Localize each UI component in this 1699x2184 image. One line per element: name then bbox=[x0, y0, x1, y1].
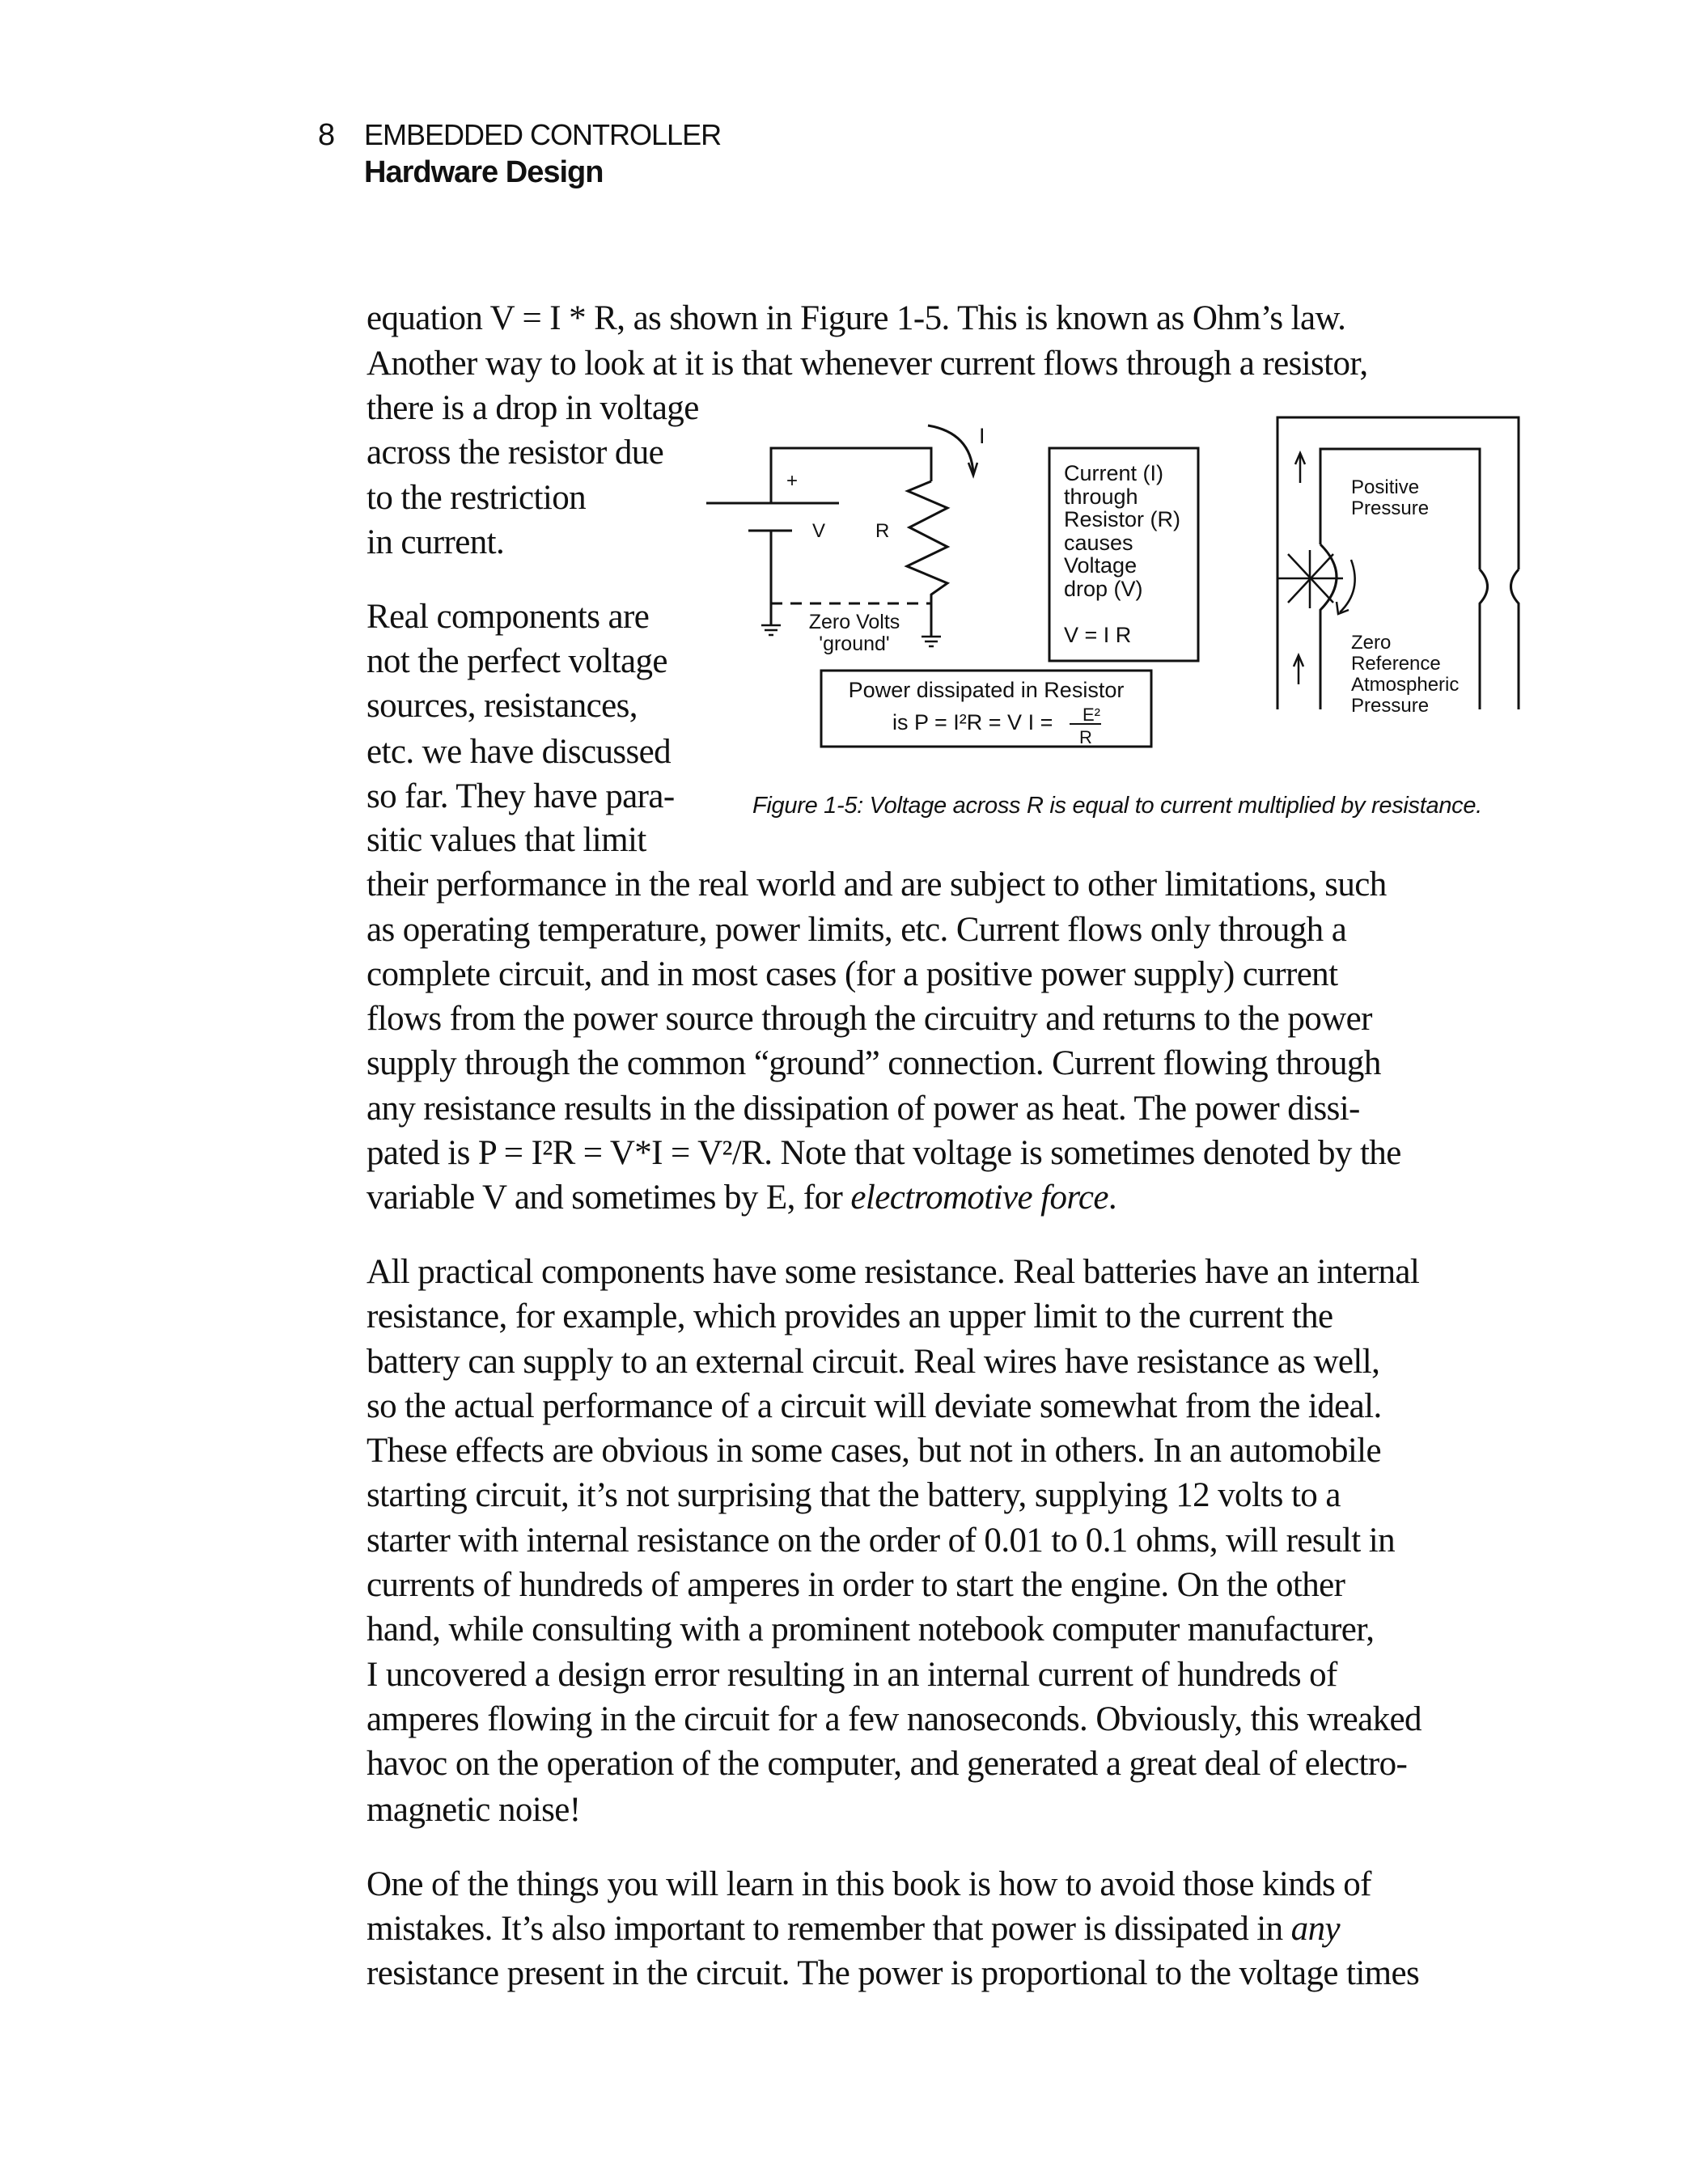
circuit-diagram bbox=[706, 424, 985, 655]
positive-pressure-label: Pressure bbox=[1351, 497, 1430, 519]
rotation-arrow-icon bbox=[1340, 560, 1355, 612]
text-segment: havoc on the operation of the computer, and generated a great deal of electro- bbox=[366, 1745, 1408, 1784]
explanation-line: Resistor (R) bbox=[1064, 507, 1181, 531]
page-number: 8 bbox=[318, 118, 336, 152]
inner-pipe bbox=[1480, 569, 1488, 709]
text-segment: Another way to look at it is that whenever current flows through a resistor, bbox=[366, 344, 1368, 383]
pressure-analogy-diagram bbox=[1277, 417, 1519, 717]
italic-text: any bbox=[1290, 1910, 1340, 1949]
zero-reference-label: Atmospheric bbox=[1351, 674, 1460, 696]
text-segment: Real components are bbox=[366, 597, 650, 636]
explanation-line: drop (V) bbox=[1064, 577, 1143, 601]
ground-label: 'ground' bbox=[819, 633, 890, 655]
flow-arrow-up-icon bbox=[1295, 453, 1305, 483]
text-segment: flows from the power source through the circuitry and returns to the power bbox=[366, 1000, 1372, 1039]
power-fraction-numerator: E² bbox=[1083, 705, 1100, 725]
flow-arrow-up-icon bbox=[1294, 655, 1303, 684]
italic-text: electromotive force bbox=[850, 1179, 1108, 1217]
figure-caption: Figure 1-5: Voltage across R is equal to current multiplied by resistance. bbox=[752, 793, 1482, 819]
outer-pipe bbox=[1511, 569, 1519, 709]
text-segment: not the perfect voltage bbox=[366, 641, 667, 680]
positive-pressure-label: Positive bbox=[1351, 476, 1420, 498]
ground-label: Zero Volts bbox=[808, 611, 900, 633]
power-formula: is P = I²R = V I = bbox=[892, 710, 1053, 734]
text-segment: resistance, for example, which provides an upper limit to the current the bbox=[366, 1297, 1333, 1336]
text-segment: resistance present in the circuit. The power is proportional to the voltage times bbox=[366, 1954, 1420, 1993]
zero-reference-label: Zero bbox=[1351, 632, 1392, 654]
power-box bbox=[821, 671, 1151, 747]
explanation-box bbox=[1049, 448, 1198, 661]
explanation-line: through bbox=[1064, 485, 1138, 509]
text-segment: battery can supply to an external circuit. Real wires have resistance as well, bbox=[366, 1342, 1380, 1381]
ground-icon bbox=[922, 637, 941, 646]
text-segment: to the restriction bbox=[366, 478, 587, 517]
text-segment: across the resistor due bbox=[366, 434, 664, 472]
text-segment: any resistance results in the dissipation of power as heat. The power dissi- bbox=[366, 1089, 1360, 1128]
text-segment: These effects are obvious in some cases, but not in others. In an automobile bbox=[366, 1432, 1382, 1471]
plus-label: + bbox=[786, 470, 799, 492]
text-segment: All practical components have some resistance. Real batteries have an internal bbox=[366, 1252, 1420, 1291]
chapter-subtitle: Hardware Design bbox=[364, 155, 604, 189]
book-title: EMBEDDED CONTROLLER bbox=[364, 118, 722, 151]
explanation-line: Voltage bbox=[1064, 553, 1138, 578]
text-segment: supply through the common “ground” connection. Current flowing through bbox=[366, 1044, 1381, 1083]
ground-icon bbox=[761, 625, 781, 635]
explanation-line: Current (I) bbox=[1064, 461, 1164, 485]
text-segment: sources, resistances, bbox=[366, 687, 638, 726]
text-segment: equation V = I * R, as shown in Figure 1-5. This is known as Ohm’s law. bbox=[366, 299, 1346, 338]
text-segment: so the actual performance of a circuit will deviate somewhat from the ideal. bbox=[366, 1386, 1382, 1425]
text-segment: etc. we have discussed bbox=[366, 733, 672, 772]
text-segment: I uncovered a design error resulting in an internal current of hundreds of bbox=[366, 1655, 1337, 1694]
text-segment: complete circuit, and in most cases (for a positive power supply) current bbox=[366, 954, 1338, 993]
text-segment: variable V and sometimes by E, for bbox=[366, 1179, 851, 1217]
text-segment: hand, while consulting with a prominent notebook computer manufacturer, bbox=[366, 1610, 1375, 1649]
text-segment: as operating temperature, power limits, etc. Current flows only through a bbox=[366, 910, 1347, 949]
text-segment: amperes flowing in the circuit for a few nanoseconds. Obviously, this wreaked bbox=[366, 1699, 1421, 1738]
text-segment: magnetic noise! bbox=[366, 1791, 581, 1830]
text-segment: their performance in the real world and are subject to other limitations, such bbox=[366, 866, 1387, 904]
text-segment: sitic values that limit bbox=[366, 820, 646, 859]
resistance-label: R bbox=[875, 520, 890, 542]
inner-pipe bbox=[1320, 544, 1337, 709]
text-segment: in current. bbox=[366, 523, 505, 561]
fan-icon bbox=[1277, 550, 1343, 608]
text-segment: starting circuit, it’s not surprising that the battery, supplying 12 volts to a bbox=[366, 1476, 1341, 1515]
text-segment: there is a drop in voltage bbox=[366, 389, 699, 428]
resistor-icon bbox=[907, 481, 947, 637]
text-segment: so far. They have para- bbox=[366, 777, 675, 816]
text-segment: One of the things you will learn in this book is how to avoid those kinds of bbox=[366, 1864, 1371, 1903]
text-segment: mistakes. It’s also important to remember that power is dissipated in bbox=[366, 1910, 1291, 1949]
text-segment: . bbox=[1108, 1179, 1117, 1217]
text-segment: pated is P = I²R = V*I = V²/R. Note that voltage is sometimes denoted by the bbox=[366, 1134, 1401, 1173]
current-label: I bbox=[979, 424, 985, 448]
zero-reference-label: Pressure bbox=[1351, 695, 1430, 717]
text-segment: currents of hundreds of amperes in order to start the engine. On the other bbox=[366, 1566, 1345, 1604]
explanation-line: causes bbox=[1064, 531, 1133, 555]
current-arrow-icon bbox=[928, 425, 973, 473]
ohms-law-formula: V = I R bbox=[1064, 623, 1132, 647]
zero-reference-label: Reference bbox=[1351, 653, 1441, 675]
voltage-label: V bbox=[812, 520, 826, 542]
text-segment: starter with internal resistance on the order of 0.01 to 0.1 ohms, will result in bbox=[366, 1521, 1395, 1560]
power-box-line: Power dissipated in Resistor bbox=[848, 678, 1125, 702]
power-fraction-denominator: R bbox=[1079, 727, 1092, 747]
